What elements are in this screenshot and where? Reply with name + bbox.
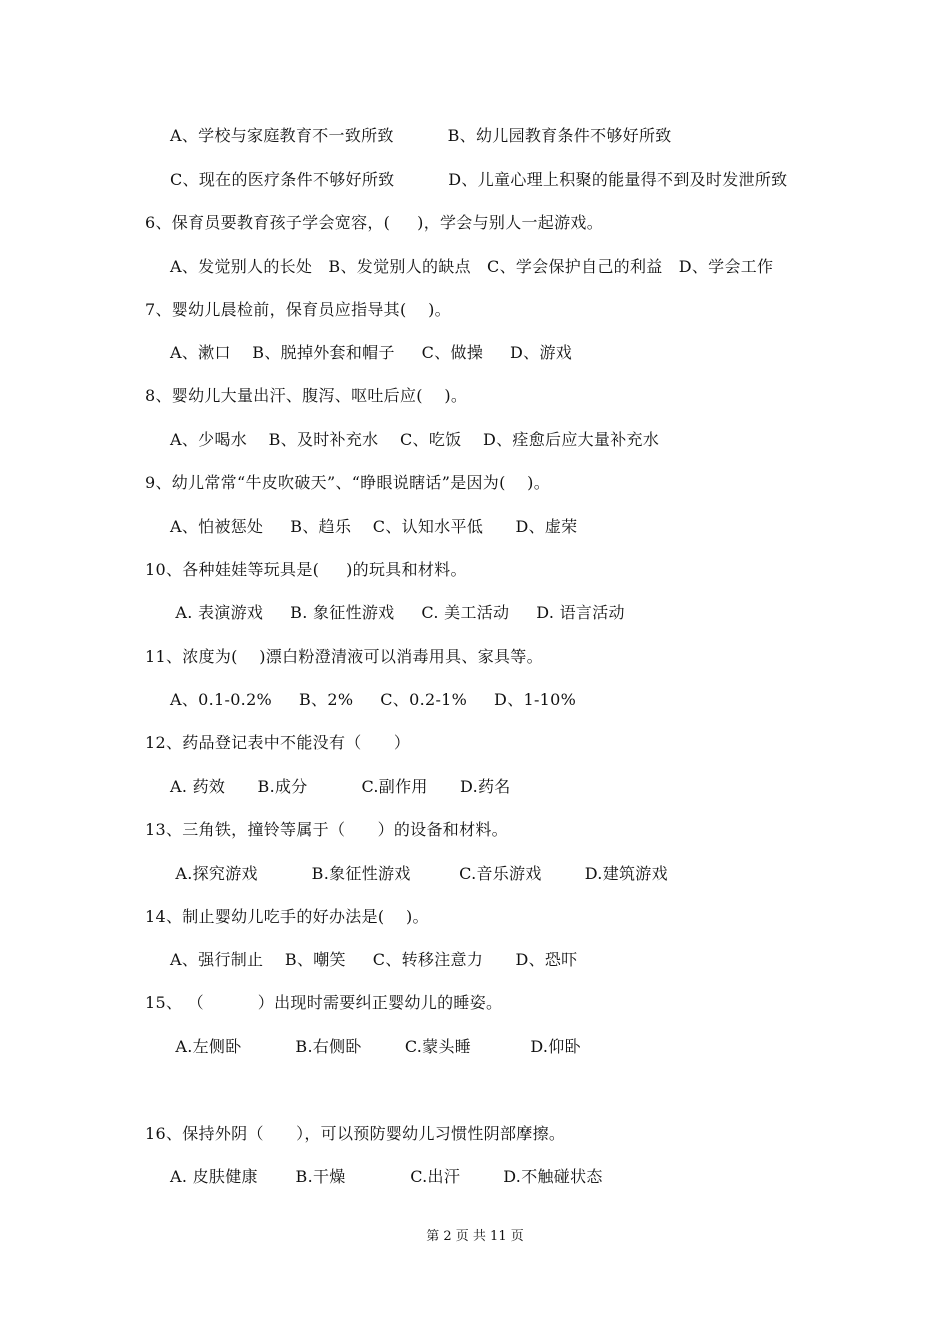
question-7-options: A、漱口 B、脱掉外套和帽子 C、做操 D、游戏: [170, 343, 573, 362]
question-13: 13、三角铁，撞铃等属于（ ）的设备和材料。: [145, 820, 508, 839]
question-10: 10、各种娃娃等玩具是( )的玩具和材料。: [145, 560, 467, 579]
question-16: 16、保持外阴（ ），可以预防婴幼儿习惯性阴部摩擦。: [145, 1124, 566, 1143]
question-12-options: A. 药效 B.成分 C.副作用 D.药名: [170, 777, 511, 796]
q5-options-ab: A、学校与家庭教育不一致所致 B、幼儿园教育条件不够好所致: [170, 126, 672, 145]
question-15-options: A.左侧卧 B.右侧卧 C.蒙头睡 D.仰卧: [170, 1037, 581, 1056]
question-11-options: A、0.1-0.2% B、2% C、0.2-1% D、1-10%: [170, 690, 577, 709]
question-10-options: A. 表演游戏 B. 象征性游戏 C. 美工活动 D. 语言活动: [170, 603, 625, 622]
question-6: 6、保育员要教育孩子学会宽容，( )，学会与别人一起游戏。: [145, 213, 603, 232]
question-14: 14、制止婴幼儿吃手的好办法是( )。: [145, 907, 429, 926]
question-9: 9、幼儿常常“牛皮吹破天”、“睁眼说瞎话”是因为( )。: [145, 473, 551, 492]
question-12: 12、药品登记表中不能没有（ ）: [145, 733, 411, 752]
q5-options-cd: C、现在的医疗条件不够好所致 D、儿童心理上积聚的能量得不到及时发泄所致: [170, 170, 788, 189]
question-11: 11、浓度为( )漂白粉澄清液可以消毒用具、家具等。: [145, 647, 543, 666]
question-13-options: A.探究游戏 B.象征性游戏 C.音乐游戏 D.建筑游戏: [170, 864, 668, 883]
page-footer: 第 2 页 共 11 页: [426, 1229, 524, 1244]
question-15: 15、 （ ）出现时需要纠正婴幼儿的睡姿。: [145, 993, 503, 1012]
question-6-options: A、发觉别人的长处 B、发觉别人的缺点 C、学会保护自己的利益 D、学会工作: [170, 257, 774, 276]
question-8-options: A、少喝水 B、及时补充水 C、吃饭 D、痊愈后应大量补充水: [170, 430, 660, 449]
question-14-options: A、强行制止 B、嘲笑 C、转移注意力 D、恐吓: [170, 950, 578, 969]
question-8: 8、婴幼儿大量出汗、腹泻、呕吐后应( )。: [145, 386, 468, 405]
question-9-options: A、怕被惩处 B、趋乐 C、认知水平低 D、虚荣: [170, 517, 578, 536]
question-7: 7、婴幼儿晨检前，保育员应指导其( )。: [145, 300, 451, 319]
question-16-options: A. 皮肤健康 B.干燥 C.出汗 D.不触碰状态: [170, 1167, 603, 1186]
